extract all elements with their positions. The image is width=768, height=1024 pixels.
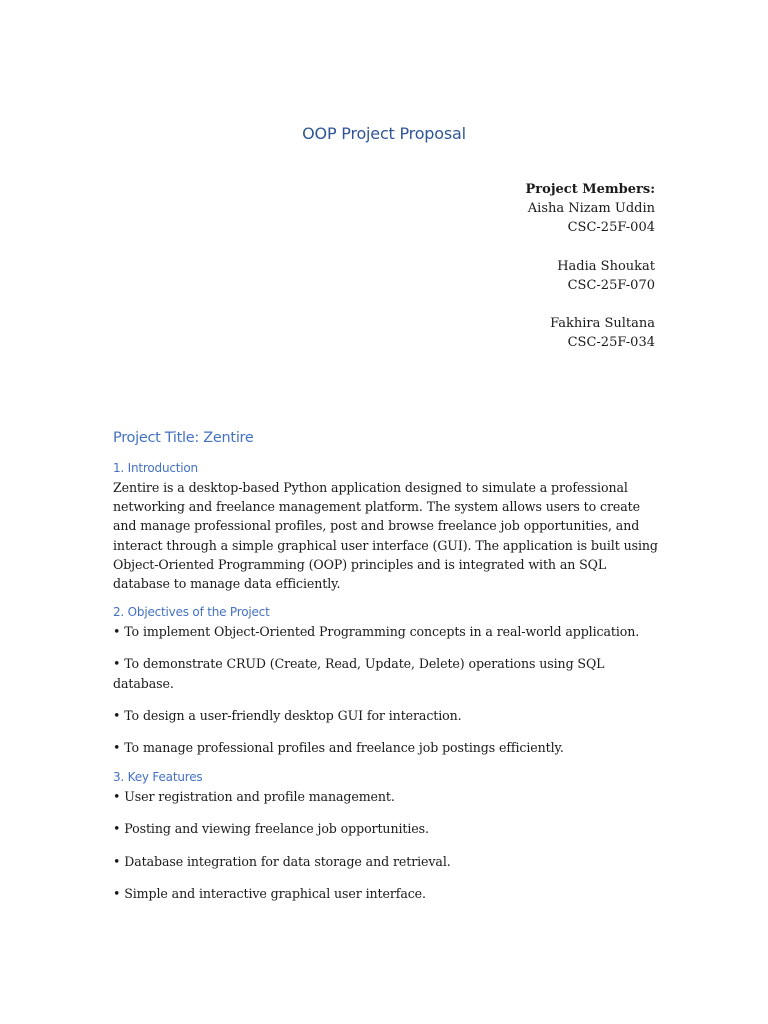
list-item: • User registration and profile management. xyxy=(113,789,395,805)
member-name: Fakhira Sultana xyxy=(550,316,655,332)
introduction-section xyxy=(113,461,658,593)
project-title: Project Title: Zentire xyxy=(113,430,254,446)
section-heading: 3. Key Features xyxy=(113,770,203,785)
member-entry xyxy=(526,257,655,295)
features-section xyxy=(113,770,658,903)
features-list xyxy=(113,787,658,903)
members-heading: Project Members: xyxy=(525,182,655,197)
list-item: • To design a user-friendly desktop GUI for interaction. xyxy=(113,707,462,723)
member-name: Hadia Shoukat xyxy=(557,258,655,274)
document-title: OOP Project Proposal xyxy=(302,124,466,143)
member-entry xyxy=(526,199,655,237)
document-body xyxy=(113,430,658,916)
list-item: • To manage professional profiles and freelance job postings efficiently. xyxy=(113,740,564,756)
project-members-block xyxy=(526,180,655,352)
list-item: • Database integration for data storage and retrieval. xyxy=(113,853,451,869)
list-item: • Simple and interactive graphical user interface. xyxy=(113,885,426,901)
list-item: • Posting and viewing freelance job opportunities. xyxy=(113,821,429,837)
member-id: CSC-25F-034 xyxy=(567,335,655,351)
section-heading: 1. Introduction xyxy=(113,461,198,475)
section-heading: 2. Objectives of the Project xyxy=(113,605,270,620)
introduction-paragraph: Zentire is a desktop-based Python application designed to simulate a professional networking and freelance management platform. The system allows users to create and manage professional profiles, post and browse freelance job opportunities, and interact through a simple graphical user interface (GUI). The application is built using Object-Oriented Programming (OOP) principles and is integrated with an SQL database to manage data efficiently. xyxy=(113,480,658,592)
member-id: CSC-25F-070 xyxy=(567,277,655,293)
list-item: • To demonstrate CRUD (Create, Read, Update, Delete) operations using SQL database. xyxy=(113,656,605,691)
member-entry xyxy=(526,314,655,352)
list-item: • To implement Object-Oriented Programming concepts in a real-world application. xyxy=(113,624,640,640)
objectives-list xyxy=(113,622,658,757)
member-id: CSC-25F-004 xyxy=(567,220,655,236)
objectives-section xyxy=(113,605,658,757)
member-name: Aisha Nizam Uddin xyxy=(527,201,655,217)
